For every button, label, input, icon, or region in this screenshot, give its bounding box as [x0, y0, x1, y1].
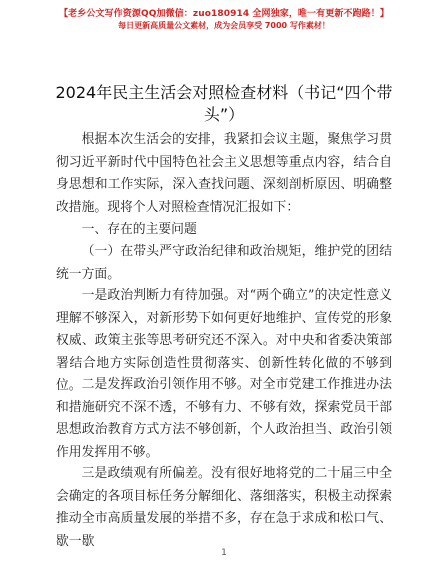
body-paragraph: 三是政绩观有所偏差。没有很好地将党的二十届三中全会确定的各项目标任务分解细化、落细落实，积极主动探索推动全市高质量发展的举措不多，存在急于求成和松口气、歇一歇	[56, 466, 392, 549]
subsection-heading: （一）在带头严守政治纪律和政治规矩，维护党的团结统一方面。	[56, 244, 392, 282]
body-paragraph: 一是政治判断力有待加强。对“两个确立”的决定性意义理解不够深入，对新形势下如何更好地维护、宣传党的形象权威、政策主张等思考研究还不深入。对中央和省委决策部署结合地方实际创造性贯彻落实、创新性转化做的不够到位。	[56, 288, 392, 393]
intro-paragraph: 根据本次生活会的安排，我紧扣会议主题，聚焦学习贯彻习近平新时代中国特色社会主义思想等重点内容，结合自身思想和工作实际，深入查找问题、深刻剖析原因、明确整改措施。现将个人对照检查情况汇报如下：	[56, 132, 392, 215]
banner-line-1: 【老乡公文写作资源QQ加微信：zuo180914 全网独家，唯一有更新不跑路！】	[59, 9, 389, 19]
page-number: 1	[221, 548, 227, 558]
promo-banner	[0, 8, 448, 32]
document-title: 2024年民主生活会对照检查材料（书记“四个带头”）	[55, 83, 393, 124]
body-paragraph: 二是发挥政治引领作用不够。对全市党建工作推进办法和措施研究不深不透，不够有力、不够有效，探索党员干部思想政治教育方式方法不够创新，个人政治担当、政治引领作用发挥用不够。	[56, 377, 392, 460]
banner-line-2: 每日更新高质量公文素材，成为会员享受 7000 写作素材！	[118, 21, 330, 30]
section-heading: 一、存在的主要问题	[81, 222, 197, 237]
